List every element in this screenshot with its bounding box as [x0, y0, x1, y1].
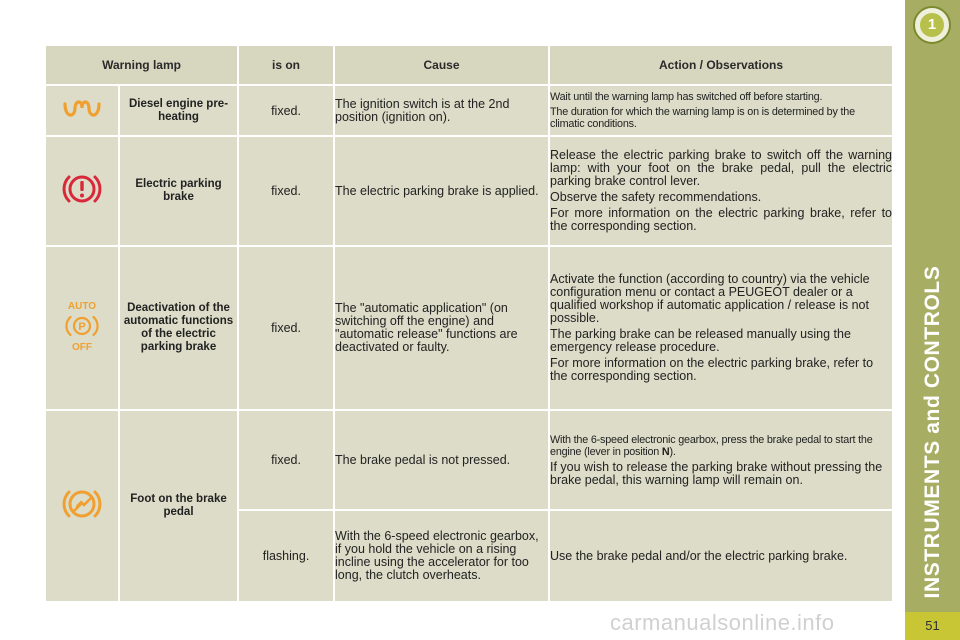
foot-on-brake-icon: [60, 484, 104, 524]
table-row: [45, 246, 893, 410]
warning-lamp-table: [44, 44, 894, 603]
page-number: 51: [905, 612, 960, 640]
lamp-action: [549, 246, 893, 410]
lamp-cause: The "automatic application" (on switching off the engine) and "automatic release" functions are deactivated or faulty.: [334, 246, 549, 410]
lamp-cause: The ignition switch is at the 2nd position (ignition on).: [334, 85, 549, 136]
table-header-row: [45, 45, 893, 85]
table-row: [45, 85, 893, 136]
chapter-number: 1: [920, 13, 944, 37]
watermark: carmanualsonline.info: [610, 610, 835, 635]
lamp-state: fixed.: [238, 246, 334, 410]
chapter-title: INSTRUMENTS and CONTROLS: [921, 265, 944, 599]
svg-text:P: P: [78, 320, 86, 333]
lamp-name: Electric parking brake: [119, 136, 238, 246]
action-text: Activate the function (according to country) via the vehicle configuration menu or contact a PEUGEOT dealer or a qualified workshop if automatic application / release is not possible.: [550, 272, 870, 325]
lamp-action: [549, 136, 893, 246]
lamp-state: fixed.: [238, 410, 334, 510]
action-text: For more information on the electric parking brake, refer to the corresponding section.: [550, 206, 893, 233]
action-text: Release the electric parking brake to switch off the warning lamp: with your foot on the brake pedal, pull the electric parking brake control lever.: [550, 148, 893, 188]
lamp-name: Foot on the brake pedal: [119, 410, 238, 602]
header-warning-lamp: Warning lamp: [45, 45, 238, 85]
preheat-coil-icon: [62, 96, 102, 120]
action-text: Wait until the warning lamp has switched off before starting.: [550, 91, 823, 103]
svg-text:AUTO: AUTO: [67, 300, 97, 312]
svg-text:OFF: OFF: [72, 341, 92, 352]
lamp-state: flashing.: [238, 510, 334, 602]
action-text: If you wish to release the parking brake without pressing the brake pedal, this warning lamp will remain on.: [550, 459, 883, 487]
lamp-icon-cell: [45, 246, 119, 410]
lamp-icon-cell: [45, 85, 119, 136]
lamp-state: fixed.: [238, 136, 334, 246]
header-action: Action / Observations: [549, 45, 893, 85]
auto-p-off-icon: [60, 300, 104, 352]
action-text: For more information on the electric parking brake, refer to the corresponding section.: [550, 356, 874, 383]
table-row: [45, 410, 893, 510]
lamp-cause: With the 6-speed electronic gearbox, if you hold the vehicle on a rising incline using the accelerator for too long, the clutch overheats.: [334, 510, 549, 602]
parking-brake-exclamation-icon: [60, 169, 104, 209]
action-text: Use the brake pedal and/or the electric parking brake.: [550, 548, 848, 563]
lamp-action: [549, 510, 893, 602]
action-text: The parking brake can be released manually using the emergency release procedure.: [550, 327, 851, 354]
action-text: Observe the safety recommendations.: [550, 190, 762, 204]
lamp-cause: The electric parking brake is applied.: [334, 136, 549, 246]
header-cause: Cause: [334, 45, 549, 85]
chapter-badge: [913, 6, 951, 44]
lamp-icon-cell: [45, 410, 119, 602]
lamp-name: Diesel engine pre-heating: [119, 85, 238, 136]
header-is-on: is on: [238, 45, 334, 85]
action-text: With the 6-speed electronic gearbox, press the brake pedal to start the engine (lever in position N).: [550, 433, 873, 458]
action-text: The duration for which the warning lamp is on is determined by the climatic conditions.: [550, 106, 855, 130]
lamp-action: [549, 410, 893, 510]
table-row: [45, 136, 893, 246]
lamp-action: [549, 85, 893, 136]
lamp-name: Deactivation of the automatic functions of the electric parking brake: [119, 246, 238, 410]
lamp-state: fixed.: [238, 85, 334, 136]
lamp-cause: The brake pedal is not pressed.: [334, 410, 549, 510]
lamp-icon-cell: [45, 136, 119, 246]
